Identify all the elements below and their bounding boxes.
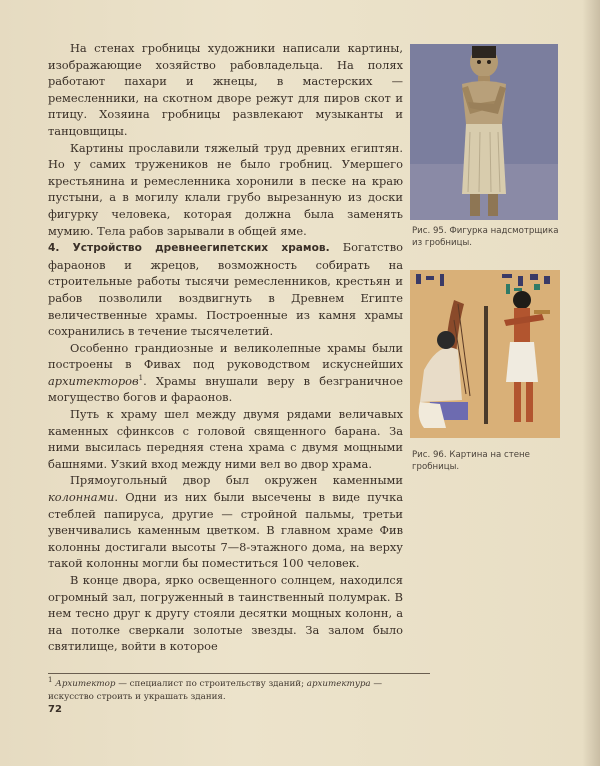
paragraph-columns: Прямоугольный двор был окружен каменными колоннами. Одни из них были высечены в виде пучка стеблей папируса, другие — стройной пальмы, третьи увенчивались каменным цветком. В главном храме Фив колонны достигали высоты 7—8-этажного дома, на верху такой колонны могли бы поместиться 100 человек. <box>48 473 403 571</box>
paragraph-workers-burial: Картины прославили тяжелый труд древних египтян. Но у самих тружеников не было гробниц. Умершего крестьянина и ремесленника хоронили в песке на краю пустыни, а в могилу клали грубо вырезанную из доски фигурку человека, которая должна была заменять мумию. Тела рабов зарывали в общей яме. <box>48 140 403 238</box>
page-edge-shadow <box>582 0 600 766</box>
paragraph-tomb-paintings: На стенах гробницы художники написали картины, изображающие хозяйство рабовладельца. На полях работают пахари и жнецы, в мастерских — ремесленники, на скотном дворе режут для пиров скот и птицу. Хозяина гробницы развлекают музыканты и танцовщицы. <box>48 41 403 138</box>
footnote-term-architect: Архитектор <box>55 679 116 689</box>
paragraph-thebes-temples: Особенно грандиозные и великолепные храмы были построены в Фивах под руководством искуснейших архитекторов$^1$. Храмы внушали веру в безграничное могущество богов и фараонов. <box>48 340 403 405</box>
section-heading: 4. Устройство древнеегипетских храмов. <box>48 242 330 255</box>
paragraph-temples-intro <box>48 239 403 340</box>
main-text-column <box>48 40 403 655</box>
paragraph-sphinx-path: Путь к храму шел между двумя рядами величавых каменных сфинксов с головой священного барана. За ними высилась передняя стена храма с двумя мощными башнями. Узкий вход между ними вел во двор храма. <box>48 407 403 471</box>
figure-95-caption: Рис. 95. Фигурка надсмотрщика из гробницы. <box>412 226 559 248</box>
paragraph-hall: В конце двора, ярко освещенного солнцем, находился огромный зал, погруженный в таинственный полумрак. В нем тесно друг к другу стояли десятки мощных колонн, а на потолке сверкали золотые звезды. За залом было святилище, войти в которое <box>48 573 403 654</box>
overseer-figurine-illustration <box>410 44 558 220</box>
footnote: $^1$ Архитектор — специалист по строительству зданий; архитектура — искусство строить и украшать здания. <box>48 676 383 702</box>
footnote-divider <box>48 673 430 674</box>
term-columns: колоннами <box>48 490 115 505</box>
footnote-ref: 1 <box>138 374 144 383</box>
tomb-painting-illustration <box>410 270 560 438</box>
term-architects: архитекторов <box>48 373 139 388</box>
figure-96-tomb-painting <box>410 270 560 438</box>
figure-95-overseer-figurine <box>410 44 558 220</box>
temples-intro-text: Богатство фараонов и жрецов, возможность собирать на строительные работы тысячи ремесленников, крестьян и рабов позволили воздвигнуть в Древнем Египте величественные храмы. Построенные из камня храмы сохранились в течение тысячелетий. <box>48 240 403 339</box>
footnote-term-architecture: архитектура <box>306 679 371 689</box>
figure-96-caption: Рис. 96. Картина на стене гробницы. <box>412 450 530 472</box>
footnote-marker: 1 <box>48 676 53 685</box>
page-number: 72 <box>48 704 62 715</box>
